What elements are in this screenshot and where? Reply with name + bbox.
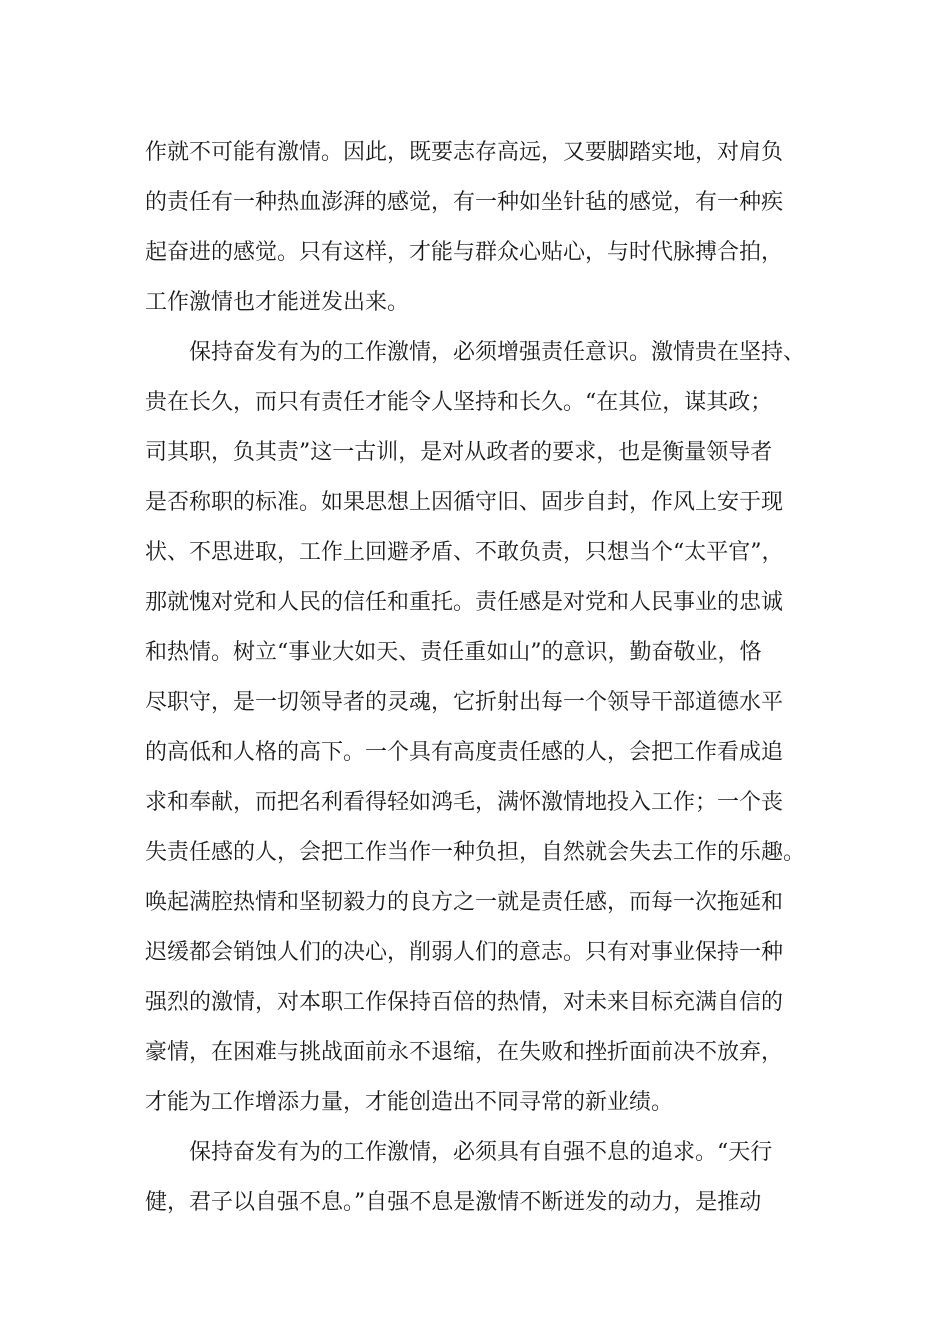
text-line: 保持奋发有为的工作激情，必须具有自强不息的追求。“天行 [189,1140,773,1165]
text-line: 唤起满腔热情和坚韧毅力的良方之一就是责任感，而每一次拖延和 [145,890,784,915]
text-line: 起奋进的感觉。只有这样，才能与群众心贴心，与时代脉搏合拍， [145,240,784,265]
text-line: 和热情。树立“事业大如天、责任重如山”的意识，勤奋敬业，恪 [145,640,762,665]
text-line: 状、不思进取，工作上回避矛盾、不敢负责，只想当个“太平官”， [145,540,784,565]
text-line: 是否称职的标准。如果思想上因循守旧、固步自封，作风上安于现 [145,490,784,515]
text-line: 迟缓都会销蚀人们的决心，削弱人们的意志。只有对事业保持一种 [145,940,784,965]
text-line: 健，君子以自强不息。”自强不息是激情不断迸发的动力，是推动 [145,1190,762,1215]
text-line: 作就不可能有激情。因此，既要志存高远，又要脚踏实地，对肩负 [145,140,784,165]
text-line: 豪情，在困难与挑战面前永不退缩，在失败和挫折面前决不放弃， [145,1040,784,1065]
text-line: 工作激情也才能迸发出来。 [145,290,410,315]
text-line: 求和奉献，而把名利看得轻如鸿毛，满怀激情地投入工作；一个丧 [145,790,784,815]
body-text [145,128,815,1228]
text-line: 那就愧对党和人民的信任和重托。责任感是对党和人民事业的忠诚 [145,590,784,615]
text-line: 的高低和人格的高下。一个具有高度责任感的人，会把工作看成追 [145,740,784,765]
text-line: 保持奋发有为的工作激情，必须增强责任意识。激情贵在坚持、 [189,340,806,365]
text-line: 失责任感的人，会把工作当作一种负担，自然就会失去工作的乐趣。 [145,840,806,865]
text-line: 司其职，负其责”这一古训，是对从政者的要求，也是衡量领导者 [145,440,773,465]
text-line: 强烈的激情，对本职工作保持百倍的热情，对未来目标充满自信的 [145,990,784,1015]
text-line: 的责任有一种热血澎湃的感觉，有一种如坐针毡的感觉，有一种疾 [145,190,784,215]
text-line: 尽职守，是一切领导者的灵魂，它折射出每一个领导干部道德水平 [145,690,784,715]
text-line: 贵在长久，而只有责任才能令人坚持和长久。“在其位，谋其政； [145,390,773,415]
text-line: 才能为工作增添力量，才能创造出不同寻常的新业绩。 [145,1090,674,1115]
